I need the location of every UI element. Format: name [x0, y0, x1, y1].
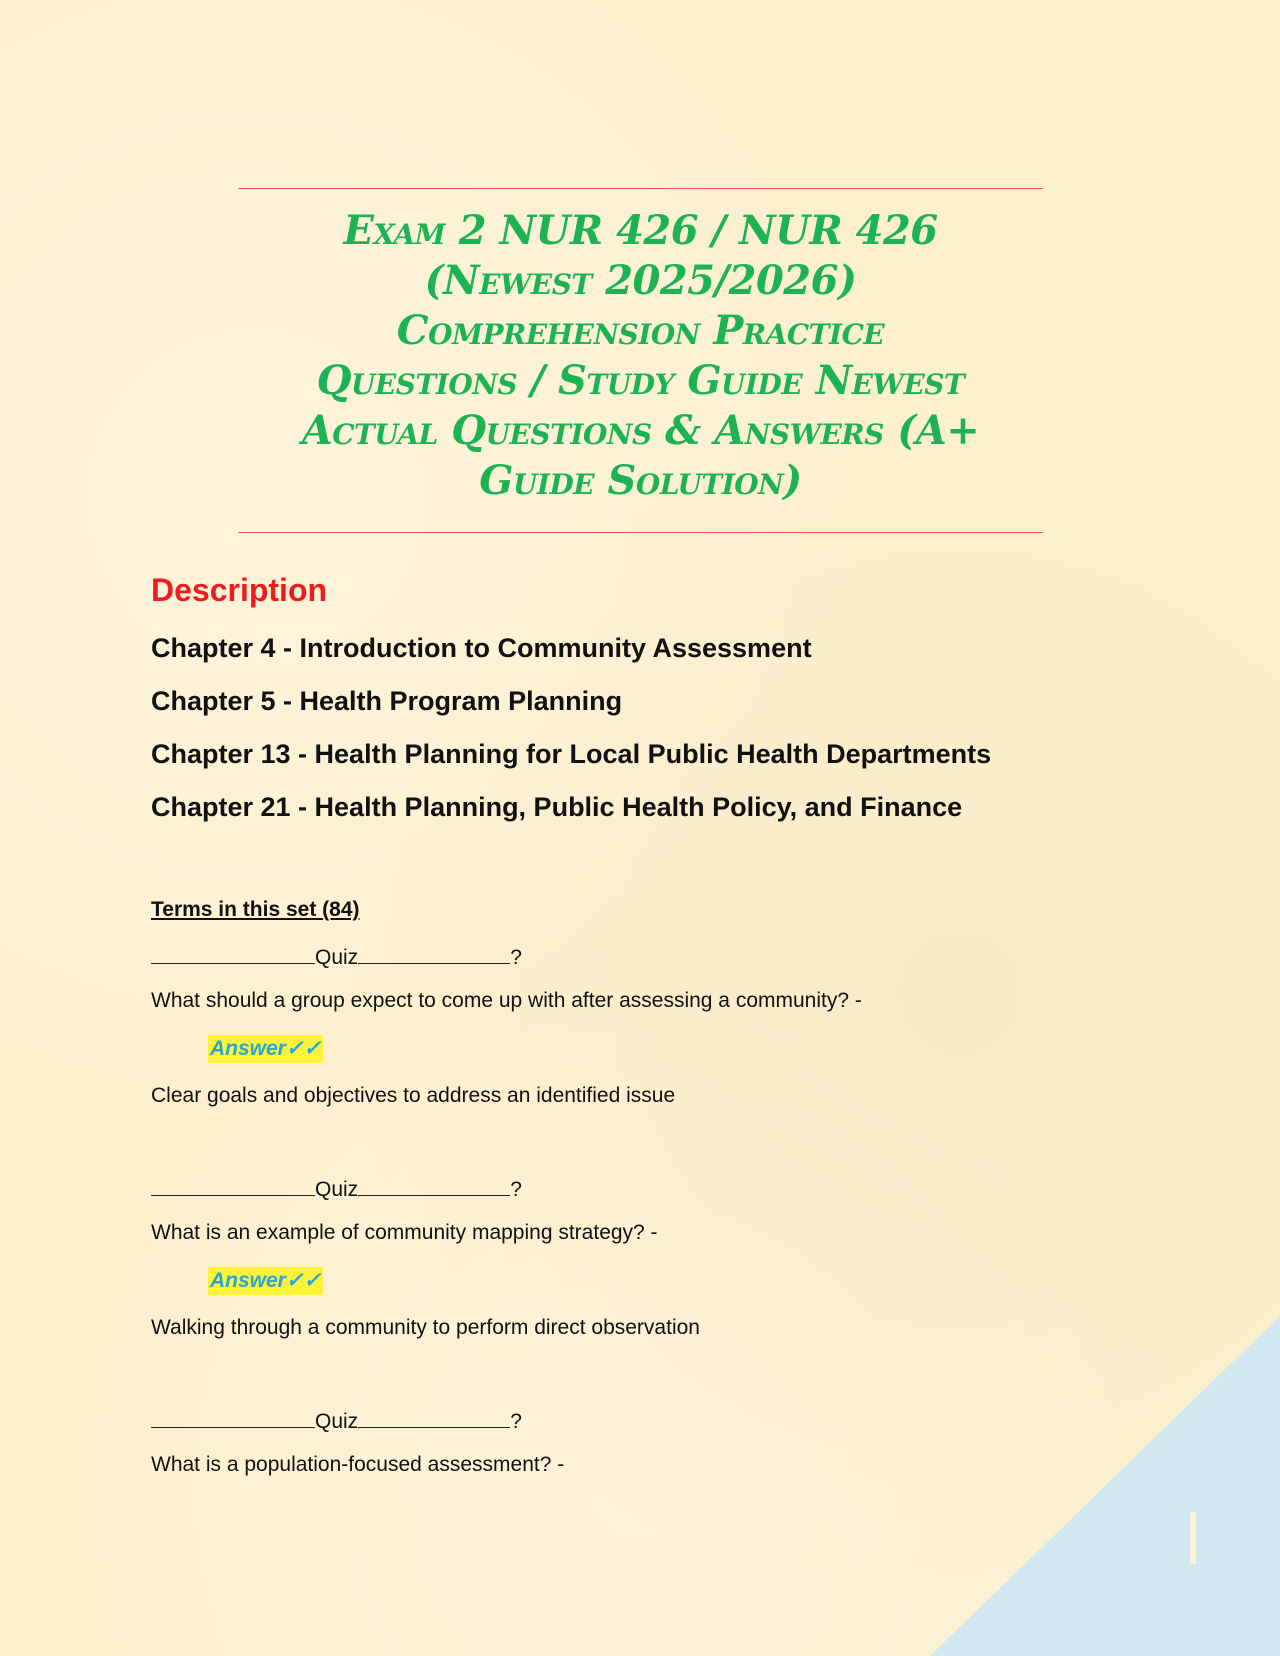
- quiz-blank-left: [151, 1175, 315, 1196]
- quiz-header: [151, 1407, 522, 1435]
- quiz-blank-right: [358, 1175, 510, 1196]
- quiz-header: [151, 943, 522, 971]
- title-bottom-rule: [238, 532, 1043, 533]
- quiz-suffix: ?: [510, 946, 522, 969]
- answer-text: Walking through a community to perform direct observation: [151, 1316, 700, 1339]
- title-line: Comprehension Practice: [396, 307, 885, 354]
- quiz-label: Quiz: [315, 1410, 359, 1433]
- quiz-blank-right: [358, 943, 510, 964]
- title-line: Guide Solution): [479, 457, 802, 504]
- title-top-rule: [238, 188, 1043, 189]
- question-text: What is a population-focused assessment? -: [151, 1453, 565, 1476]
- chapter-item: Chapter 5 - Health Program Planning: [151, 686, 623, 716]
- quiz-suffix: ?: [510, 1178, 522, 1201]
- quiz-label: Quiz: [315, 946, 359, 969]
- quiz-label: Quiz: [315, 1178, 359, 1201]
- quiz-suffix: ?: [510, 1410, 522, 1433]
- question-text: What should a group expect to come up with after assessing a community? -: [151, 989, 862, 1012]
- chapter-item: Chapter 4 - Introduction to Community Assessment: [151, 633, 812, 663]
- answer-label: Answer✓✓: [208, 1035, 323, 1063]
- terms-heading: Terms in this set (84): [151, 898, 360, 921]
- quiz-blank-left: [151, 1407, 315, 1428]
- chapter-item: Chapter 13 - Health Planning for Local Public Health Departments: [151, 739, 992, 769]
- description-heading: Description: [151, 572, 328, 608]
- answer-label: Answer✓✓: [208, 1267, 323, 1295]
- corner-decoration: [930, 1316, 1280, 1656]
- quiz-blank-right: [358, 1407, 510, 1428]
- title-line: Questions / Study Guide Newest: [316, 357, 965, 404]
- answer-text: Clear goals and objectives to address an identified issue: [151, 1084, 676, 1107]
- quiz-header: [151, 1175, 522, 1203]
- title-line: Actual Questions & Answers (A+: [301, 407, 980, 454]
- corner-bar-mark: [1190, 1512, 1196, 1564]
- document-title: [238, 206, 1043, 506]
- question-text: What is an example of community mapping strategy? -: [151, 1221, 658, 1244]
- quiz-blank-left: [151, 943, 315, 964]
- title-line: Exam 2 NUR 426 / NUR 426: [343, 207, 938, 254]
- chapter-item: Chapter 21 - Health Planning, Public Health Policy, and Finance: [151, 792, 963, 822]
- title-line: (Newest 2025/2026): [424, 257, 857, 304]
